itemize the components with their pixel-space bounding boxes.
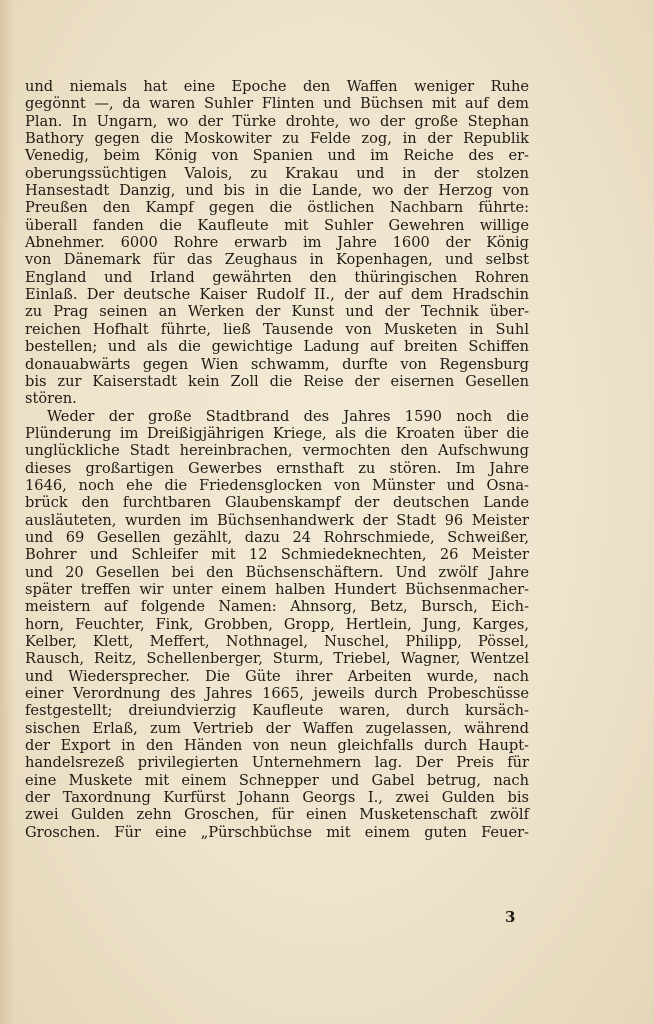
text-line: Kelber, Klett, Meffert, Nothnagel, Nuschel, Philipp, Pössel, [25, 633, 529, 650]
text-line: 1646, noch ehe die Friedensglocken von Münster und Osna- [25, 476, 529, 494]
text-line: horn, Feuchter, Fink, Grobben, Gropp, Hertlein, Jung, Karges, [25, 615, 529, 633]
text-line: der Taxordnung Kurfürst Johann Georgs I., zwei Gulden bis [25, 789, 529, 807]
text-line: bestellen; und als die gewichtige Ladung auf breiten Schiffen [25, 338, 529, 356]
text-line: dieses großartigen Gewerbes ernsthaft zu stören. Im Jahre [25, 459, 529, 477]
paragraph-2 [25, 408, 529, 842]
text-line: Bathory gegen die Moskowiter zu Felde zog, in der Republik [25, 130, 529, 148]
text-line: festgestellt; dreiundvierzig Kaufleute waren, durch kursäch- [25, 702, 529, 720]
text-line: sischen Erlaß, zum Vertrieb der Waffen zugelassen, während [25, 719, 529, 737]
text-line: und Wiedersprecher. Die Güte ihrer Arbeiten wurde, nach [25, 667, 529, 685]
text-line: Einlaß. Der deutsche Kaiser Rudolf II., der auf dem Hradschin [25, 286, 529, 304]
text-line: Abnehmer. 6000 Rohre erwarb im Jahre 1600 der König [25, 234, 529, 252]
text-line: unglückliche Stadt hereinbrachen, vermochten den Aufschwung [25, 442, 529, 460]
text-line: Groschen. Für eine „Pürschbüchse mit einem guten Feuer- [25, 823, 529, 841]
text-line: Venedig, beim König von Spanien und im Reiche des er- [25, 147, 529, 165]
text-line: oberungssüchtigen Valois, zu Krakau und in der stolzen [25, 164, 529, 182]
text-line: eine Muskete mit einem Schnepper und Gabel betrug, nach [25, 771, 529, 789]
text-line: der Export in den Händen von neun gleichfalls durch Haupt- [25, 737, 529, 755]
text-line: reichen Hofhalt führte, ließ Tausende von Musketen in Suhl [25, 320, 529, 338]
text-line: zu Prag seinen an Werken der Kunst und der Technik über- [25, 303, 529, 321]
paragraph-1 [25, 78, 529, 408]
text-line: überall fanden die Kaufleute mit Suhler Gewehren willige [25, 216, 529, 234]
text-line: später treffen wir unter einem halben Hundert Büchsenmacher- [25, 580, 529, 598]
text-line: ausläuteten, wurden im Büchsenhandwerk der Stadt 96 Meister [25, 511, 529, 529]
text-line: England und Irland gewährten den thüringischen Rohren [25, 268, 529, 286]
body-text [25, 78, 529, 841]
text-line: handelsrezeß privilegierten Unternehmern lag. Der Preis für [25, 754, 529, 772]
text-line: einer Verordnung des Jahres 1665, jeweils durch Probeschüsse [25, 685, 529, 703]
text-line: bis zur Kaiserstadt kein Zoll die Reise der eisernen Gesellen [25, 372, 529, 390]
text-line: Bohrer und Schleifer mit 12 Schmiedeknechten, 26 Meister [25, 546, 529, 564]
text-line: und 69 Gesellen gezählt, dazu 24 Rohrschmiede, Schweißer, [25, 528, 529, 546]
text-line: Hansestadt Danzig, und bis in die Lande, wo der Herzog von [25, 182, 529, 200]
text-line: meistern auf folgende Namen: Ahnsorg, Betz, Bursch, Eich- [25, 598, 529, 616]
text-line: und niemals hat eine Epoche den Waffen weniger Ruhe [25, 78, 529, 95]
text-line: Rausch, Reitz, Schellenberger, Sturm, Triebel, Wagner, Wentzel [25, 650, 529, 668]
text-line: zwei Gulden zehn Groschen, für einen Musketenschaft zwölf [25, 806, 529, 824]
text-line: von Dänemark für das Zeughaus in Kopenhagen, und selbst [25, 251, 529, 269]
text-line: brück den furchtbaren Glaubenskampf der deutschen Lande [25, 494, 529, 512]
text-line: Preußen den Kampf gegen die östlichen Nachbarn führte: [25, 199, 529, 217]
text-line: donauabwärts gegen Wien schwamm, durfte von Regensburg [25, 355, 529, 373]
text-line: stören. [25, 390, 77, 408]
text-line: gegönnt —, da waren Suhler Flinten und Büchsen mit auf dem [25, 95, 529, 113]
text-line: Plan. In Ungarn, wo der Türke drohte, wo der große Stephan [25, 112, 529, 130]
page-number: 3 [505, 908, 516, 926]
text-line: und 20 Gesellen bei den Büchsenschäftern. Und zwölf Jahre [25, 563, 529, 581]
text-line: Plünderung im Dreißigjährigen Kriege, als die Kroaten über die [25, 424, 529, 442]
text-line: Weder der große Stadtbrand des Jahres 1590 noch die [47, 407, 529, 425]
